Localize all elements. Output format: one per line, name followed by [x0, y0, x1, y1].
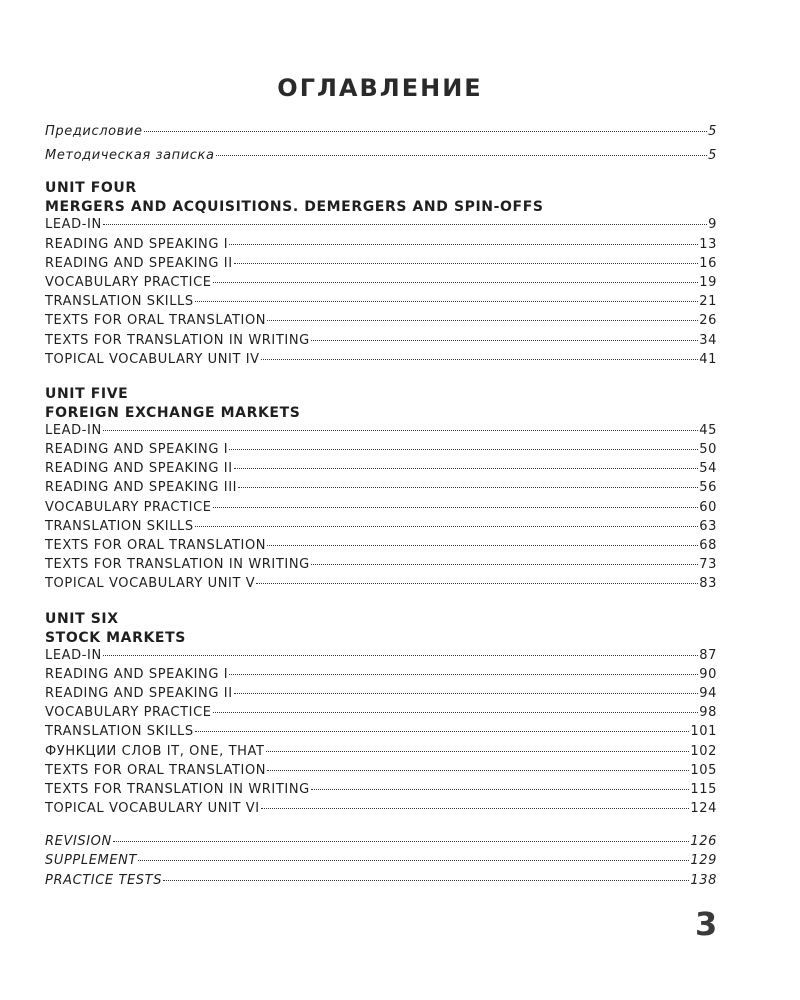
toc-entry: [45, 442, 717, 461]
toc-entry: [45, 461, 717, 480]
unit-subtitle: STOCK MARKETS: [45, 629, 186, 646]
toc-entry-page: 60: [699, 499, 717, 515]
toc-entry-page: 13: [699, 236, 717, 252]
toc-entry-page: 5: [708, 124, 717, 139]
toc-entry-page: 68: [699, 538, 717, 553]
toc-entry-label: TRANSLATION SKILLS: [45, 724, 194, 740]
toc-entry-label: LEAD-IN: [45, 647, 102, 663]
dot-leader: [256, 583, 698, 584]
dot-leader: [103, 430, 698, 431]
toc-entry-label: READING AND SPEAKING II: [45, 255, 233, 271]
toc-entry-page: 90: [699, 666, 717, 682]
toc-entry-page: 129: [690, 853, 717, 869]
toc-entry-page: 54: [699, 461, 717, 477]
unit-subtitle: FOREIGN EXCHANGE MARKETS: [45, 404, 301, 421]
toc-entry-page: 50: [699, 442, 717, 458]
toc-entry-label: PRACTICE TESTS: [45, 872, 163, 888]
unit-heading: UNIT FIVE: [45, 385, 129, 402]
toc-entry-label: TEXTS FOR TRANSLATION IN WRITING: [45, 781, 310, 797]
toc-entry-label: READING AND SPEAKING II: [45, 461, 233, 477]
toc-entry-label: VOCABULARY PRACTICE: [45, 499, 212, 515]
toc-entry-page: 124: [690, 801, 717, 817]
toc-entry-page: 16: [699, 255, 717, 271]
toc-entry-page: 105: [690, 762, 717, 778]
toc-entry: [45, 763, 717, 782]
toc-entry-page: 21: [699, 294, 717, 310]
dot-leader: [267, 545, 698, 546]
toc-entry-label: TEXTS FOR TRANSLATION IN WRITING: [45, 332, 310, 348]
toc-entry-label: VOCABULARY PRACTICE: [45, 274, 212, 290]
dot-leader: [238, 487, 698, 488]
dot-leader: [113, 841, 690, 842]
toc-entry: [45, 538, 717, 557]
toc-entry: [45, 744, 717, 763]
toc-entry-page: 102: [690, 743, 717, 759]
dot-leader: [195, 731, 690, 732]
toc-entry: [45, 275, 717, 294]
dot-leader: [103, 655, 698, 656]
dot-leader: [234, 263, 699, 264]
table-of-contents: [45, 124, 717, 892]
toc-entry: [45, 480, 717, 499]
toc-entry: [45, 576, 717, 595]
toc-entry-label: TEXTS FOR ORAL TRANSLATION: [45, 538, 267, 553]
dot-leader: [213, 712, 699, 713]
page-number: 3: [695, 905, 718, 943]
toc-entry-label: LEAD-IN: [45, 422, 102, 438]
toc-entry: [45, 686, 717, 705]
dot-leader: [261, 359, 699, 360]
toc-entry: [45, 667, 717, 686]
dot-leader: [144, 131, 708, 132]
toc-entry-label: REVISION: [45, 834, 112, 850]
toc-entry-label: Предисловие: [45, 124, 143, 139]
toc-entry: [45, 724, 717, 743]
dot-leader: [261, 808, 690, 809]
toc-entry: [45, 217, 717, 236]
dot-leader: [213, 507, 699, 508]
dot-leader: [311, 789, 690, 790]
dot-leader: [266, 751, 690, 752]
toc-entry: [45, 352, 717, 371]
dot-leader: [229, 244, 698, 245]
toc-entry-page: 9: [708, 217, 717, 233]
toc-entry: [45, 256, 717, 275]
toc-entry: [45, 333, 717, 352]
toc-entry-page: 73: [699, 557, 717, 573]
toc-entry-page: 126: [690, 834, 717, 850]
dot-leader: [195, 301, 698, 302]
unit-subtitle: MERGERS AND ACQUISITIONS. DEMERGERS AND SPIN-OFFS: [45, 199, 544, 216]
dot-leader: [234, 468, 699, 469]
toc-entry-label: TOPICAL VOCABULARY UNIT VI: [45, 801, 260, 817]
toc-entry-page: 5: [708, 148, 717, 164]
toc-entry-label: SUPPLEMENT: [45, 853, 137, 869]
dot-leader: [103, 224, 707, 225]
toc-entry-label: READING AND SPEAKING III: [45, 480, 238, 496]
toc-entry-page: 26: [699, 313, 717, 329]
toc-entry-label: TEXTS FOR TRANSLATION IN WRITING: [45, 557, 310, 573]
dot-leader: [229, 449, 698, 450]
toc-entry-label: READING AND SPEAKING I: [45, 666, 229, 682]
toc-entry-label: READING AND SPEAKING I: [45, 442, 229, 458]
dot-leader: [229, 674, 698, 675]
toc-entry-label: TRANSLATION SKILLS: [45, 518, 194, 534]
toc-entry: [45, 124, 717, 143]
toc-entry-page: 56: [699, 480, 717, 496]
toc-entry-label: TEXTS FOR ORAL TRANSLATION: [45, 762, 267, 778]
toc-entry-page: 98: [699, 705, 717, 721]
toc-entry-label: TRANSLATION SKILLS: [45, 294, 194, 310]
toc-entry-page: 94: [699, 685, 717, 701]
dot-leader: [216, 155, 708, 156]
toc-entry-label: TOPICAL VOCABULARY UNIT V: [45, 576, 256, 592]
dot-leader: [213, 282, 699, 283]
toc-entry: [45, 705, 717, 724]
toc-entry: [45, 853, 717, 872]
dot-leader: [311, 340, 698, 341]
toc-entry: [45, 313, 717, 332]
toc-entry: [45, 519, 717, 538]
toc-entry: [45, 834, 717, 853]
unit-heading: UNIT SIX: [45, 610, 119, 627]
toc-entry: [45, 148, 717, 167]
toc-entry-page: 41: [699, 351, 717, 367]
dot-leader: [195, 526, 698, 527]
toc-entry-label: TEXTS FOR ORAL TRANSLATION: [45, 313, 267, 329]
toc-entry-label: TOPICAL VOCABULARY UNIT IV: [45, 351, 260, 367]
toc-entry-label: VOCABULARY PRACTICE: [45, 705, 212, 721]
page-title: ОГЛАВЛЕНИЕ: [277, 74, 483, 102]
toc-entry: [45, 237, 717, 256]
toc-entry-page: 101: [690, 724, 717, 740]
dot-leader: [234, 693, 699, 694]
toc-entry-page: 138: [690, 872, 717, 888]
dot-leader: [267, 320, 698, 321]
toc-entry-page: 45: [699, 422, 717, 438]
toc-entry-label: READING AND SPEAKING II: [45, 685, 233, 701]
toc-entry: [45, 500, 717, 519]
toc-entry: [45, 557, 717, 576]
toc-entry-label: ФУНКЦИИ СЛОВ IT, ONE, THAT: [45, 743, 265, 759]
toc-entry-page: 19: [699, 274, 717, 290]
toc-entry: [45, 423, 717, 442]
toc-entry-label: LEAD-IN: [45, 217, 102, 233]
toc-entry-page: 87: [699, 647, 717, 663]
toc-entry: [45, 294, 717, 313]
unit-heading: UNIT FOUR: [45, 180, 137, 197]
toc-entry-label: READING AND SPEAKING I: [45, 236, 229, 252]
toc-entry-page: 34: [699, 332, 717, 348]
dot-leader: [311, 564, 698, 565]
dot-leader: [163, 880, 689, 881]
toc-entry: [45, 782, 717, 801]
toc-entry-page: 63: [699, 518, 717, 534]
toc-entry-label: Методическая записка: [45, 148, 215, 164]
toc-entry: [45, 801, 717, 820]
toc-entry-page: 115: [690, 781, 717, 797]
dot-leader: [267, 770, 689, 771]
toc-entry: [45, 873, 717, 892]
dot-leader: [138, 860, 689, 861]
toc-entry: [45, 648, 717, 667]
toc-entry-page: 83: [699, 576, 717, 592]
